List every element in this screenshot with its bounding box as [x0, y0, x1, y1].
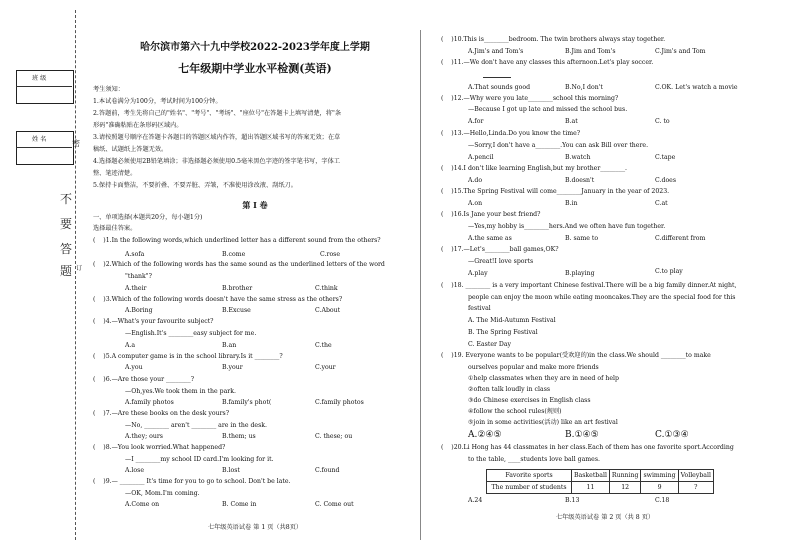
- option[interactable]: C.think: [315, 285, 338, 292]
- option[interactable]: A.Boring: [125, 307, 153, 314]
- page-divider: [420, 30, 421, 540]
- list-item: ②often talk loudly in class: [468, 386, 551, 393]
- page-footer: 七年级英语试卷 第 2 页（共 8 页）: [555, 514, 655, 521]
- table-row: [487, 482, 714, 494]
- option[interactable]: C.tape: [655, 154, 676, 161]
- section-title: 第 I 卷: [242, 200, 268, 210]
- option[interactable]: B. same to: [565, 235, 599, 242]
- question-12-cont: —Because I got up late and missed the school bus.: [468, 106, 628, 113]
- page-footer: 七年级英语试卷 第 1 页（共8页）: [207, 524, 303, 531]
- option[interactable]: A.on: [468, 200, 483, 207]
- question-17: ( )17.—Let's________ball games,OK?: [441, 246, 559, 253]
- notice-item: 1.本试卷满分为100分，考试时间为100分钟。: [93, 98, 222, 105]
- exam-subtitle: 七年级期中学业水平检测(英语): [178, 62, 332, 75]
- option[interactable]: A.a: [125, 342, 136, 349]
- question-17-cont: —Great!I love sports: [468, 258, 534, 265]
- table-header: Favorite sports: [487, 470, 572, 482]
- seal-char: 题: [60, 264, 73, 278]
- option[interactable]: A.you: [125, 364, 143, 371]
- option[interactable]: C. Come out: [315, 501, 354, 508]
- sports-table: [486, 469, 714, 494]
- option[interactable]: C.Jim's and Tom: [655, 48, 706, 55]
- question-7: ( )7.—Are these books on the desk yours?: [93, 410, 230, 417]
- question-4-cont: —English.It's ________easy subject for me.: [125, 330, 257, 337]
- option[interactable]: C.does: [655, 177, 677, 184]
- question-14: ( )14.I don't like learning English,but my brother________.: [441, 165, 628, 172]
- notice-item: 4.选择题必须使用2B铅笔填涂；非选择题必须使用0.5毫米黑色字迹的签字笔书写，字体工: [93, 158, 340, 165]
- list-item: ⑤join in some activities(活动) like an art festival: [468, 419, 618, 426]
- option[interactable]: A.sofa: [125, 251, 145, 258]
- question-6: ( )6.—Are those your ________?: [93, 376, 195, 383]
- question-20: ( )20.Li Hong has 44 classmates in her class.Each of them has one favorite sport.According: [441, 444, 734, 451]
- option[interactable]: C. these; ou: [315, 433, 353, 440]
- option[interactable]: B.13: [565, 497, 580, 504]
- option[interactable]: C.the: [315, 342, 332, 349]
- question-1: ( )1.In the following words,which underlined letter has a different sound from the others?: [93, 237, 381, 244]
- seal-char: 答: [60, 242, 73, 256]
- seal-mark: 订: [76, 265, 83, 272]
- question-16: ( )16.Is Jane your best friend?: [441, 211, 541, 218]
- instruction: 选择最佳答案。: [93, 225, 137, 232]
- question-16-cont: —Yes,my hobby is________hers.And we often have fun together.: [468, 223, 666, 230]
- option[interactable]: B. Come in: [222, 501, 257, 508]
- option[interactable]: C.to play: [655, 268, 683, 275]
- question-18: ( )18. ________ is a very important Chinese festival.There will be a big family dinner.At night,: [441, 282, 737, 289]
- question-19-cont: ourselves popular and make more friends: [468, 364, 599, 371]
- list-item: ③do Chinese exercises in English class: [468, 397, 591, 404]
- question-11: ( )11.—We don't have any classes this afternoon.Let's play soccer.: [441, 59, 654, 66]
- option[interactable]: A.for: [468, 118, 484, 125]
- class-label: 班 级: [32, 75, 47, 82]
- option[interactable]: B.them; us: [222, 433, 256, 440]
- option[interactable]: B.lost: [222, 467, 240, 474]
- question-2: ( )2.Which of the following words has the same sound as the underlined letters of the word: [93, 261, 385, 268]
- notice-item: 3.请按照题号顺序在答题卡各题目的答题区域内作答，超出答题区域书写的答案无效；在草: [93, 134, 341, 141]
- table-cell: 12: [609, 482, 641, 494]
- question-18-cont: festival: [468, 305, 491, 312]
- question-20-cont: to the table, ____students love ball games.: [468, 456, 600, 463]
- option[interactable]: C.rose: [320, 251, 341, 258]
- question-4: ( )4.—What's your favourite subject?: [93, 318, 214, 325]
- seal-line: [75, 10, 76, 540]
- table-row: [487, 470, 714, 482]
- option[interactable]: B.at: [565, 118, 578, 125]
- option[interactable]: B.in: [565, 200, 578, 207]
- option[interactable]: C.found: [315, 467, 340, 474]
- seal-char: 要: [60, 217, 73, 231]
- list-item: ①help classmates when they are in need of help: [468, 375, 619, 382]
- option[interactable]: B.your: [222, 364, 243, 371]
- option[interactable]: A.their: [125, 285, 147, 292]
- table-cell: 9: [641, 482, 678, 494]
- option[interactable]: A.lose: [125, 467, 144, 474]
- option[interactable]: A.do: [468, 177, 483, 184]
- notice-item: 5.保持卡面整洁，不要折叠、不要弄脏、弄皱，不准使用涂改液、刮纸刀。: [93, 182, 297, 189]
- seal-char: 不: [60, 192, 73, 206]
- question-8: ( )8.—You look worried.What happened?: [93, 444, 226, 451]
- option[interactable]: A.family photos: [125, 399, 174, 406]
- option[interactable]: C.①③④: [655, 430, 689, 440]
- table-header: swimming: [641, 470, 678, 482]
- option[interactable]: B. The Spring Festival: [468, 329, 538, 336]
- question-3: ( )3.Which of the following words doesn't have the same stress as the others?: [93, 296, 343, 303]
- question-19: ( )19. Everyone wants to be popular(受欢迎的)in the class.We should ________to make: [441, 352, 711, 359]
- option[interactable]: B.an: [222, 342, 237, 349]
- option[interactable]: B.come: [222, 251, 246, 258]
- option[interactable]: A.②④⑤: [468, 430, 502, 440]
- notice-title: 考生须知：: [93, 86, 124, 93]
- table-cell: ?: [678, 482, 713, 494]
- option[interactable]: C.different from: [655, 235, 706, 242]
- answer-blank: [483, 77, 511, 78]
- option[interactable]: C.OK. Let's watch a movie: [655, 84, 738, 91]
- option[interactable]: C.your: [315, 364, 336, 371]
- option[interactable]: B.No,I don't: [565, 84, 603, 91]
- option[interactable]: A.they; ours: [125, 433, 163, 440]
- option[interactable]: A.pencil: [468, 154, 494, 161]
- question-13-cont: —Sorry,I don't have a________.You can ask Bill over there.: [468, 142, 649, 149]
- option[interactable]: C. to: [655, 118, 670, 125]
- question-12: ( )12.—Why were you late________school this morning?: [441, 95, 619, 102]
- option[interactable]: C. Easter Day: [468, 341, 512, 348]
- question-18-cont: people can enjoy the moon while eating mooncakes.They are the special food for this: [468, 294, 736, 301]
- question-2-cont: "thank"?: [125, 273, 152, 280]
- table-header: Running: [609, 470, 641, 482]
- option[interactable]: C.family photos: [315, 399, 364, 406]
- option[interactable]: B.Excuse: [222, 307, 251, 314]
- table-cell: The number of students: [487, 482, 572, 494]
- question-15: ( )15.The Spring Festival will come________January in the year of 2023.: [441, 188, 670, 195]
- seal-char: 密: [72, 139, 80, 148]
- option[interactable]: B.①④⑤: [565, 430, 599, 440]
- option[interactable]: C.About: [315, 307, 341, 314]
- question-6-cont: —Oh,yes.We took them in the park.: [125, 388, 236, 395]
- option[interactable]: A.That sounds good: [468, 84, 531, 91]
- question-8-cont: —I ________my school ID card.I'm looking for it.: [125, 456, 274, 463]
- question-9: ( )9.— ________ It's time for you to go to school. Don't be late.: [93, 478, 291, 485]
- name-label: 姓 名: [32, 136, 47, 143]
- option[interactable]: A.the same as: [468, 235, 512, 242]
- option[interactable]: B.watch: [565, 154, 591, 161]
- option[interactable]: A. The Mid-Autumn Festival: [468, 317, 556, 324]
- table-cell: 11: [572, 482, 610, 494]
- option[interactable]: A.24: [468, 497, 483, 504]
- option[interactable]: C.18: [655, 497, 670, 504]
- option[interactable]: A.Come on: [125, 501, 160, 508]
- option[interactable]: B.Jim and Tom's: [565, 48, 616, 55]
- option[interactable]: B.playing: [565, 270, 595, 277]
- option[interactable]: B.family's phot(: [222, 399, 272, 406]
- table-header: Volleyball: [678, 470, 713, 482]
- exam-title: 哈尔滨市第六十九中学校2022-2023学年度上学期: [140, 42, 370, 53]
- question-7-cont: —No, ________ aren't ________ are in the desk.: [125, 422, 267, 429]
- notice-item: 稿纸、试题纸上答题无效。: [93, 146, 168, 153]
- question-5: ( )5.A computer game is in the school library.Is it ________?: [93, 353, 283, 360]
- list-item: ④follow the school rules(规则): [468, 408, 562, 415]
- notice-item: 整、笔迹清楚。: [93, 170, 137, 177]
- table-header: Basketball: [572, 470, 610, 482]
- question-10: ( )10.This is________bedroom. The twin brothers always stay together.: [441, 36, 666, 43]
- option[interactable]: A.Jim's and Tom's: [468, 48, 524, 55]
- option[interactable]: A.play: [468, 270, 488, 277]
- part-title: 一、单项选择(本题共20分，每小题1分): [93, 214, 203, 221]
- notice-item: 形码"准确粘贴在条形码区域内。: [93, 122, 183, 129]
- question-13: ( )13.—Hello,Linda.Do you know the time?: [441, 130, 581, 137]
- option[interactable]: B.brother: [222, 285, 253, 292]
- question-9-cont: —OK, Mom.I'm coming.: [125, 490, 200, 497]
- option[interactable]: C.at: [655, 200, 668, 207]
- option[interactable]: B.doesn't: [565, 177, 595, 184]
- notice-item: 2.答题前，考生先将自己的"姓名"、"考号"、"考场"、"座位号"在答题卡上填写清楚，将"条: [93, 110, 342, 117]
